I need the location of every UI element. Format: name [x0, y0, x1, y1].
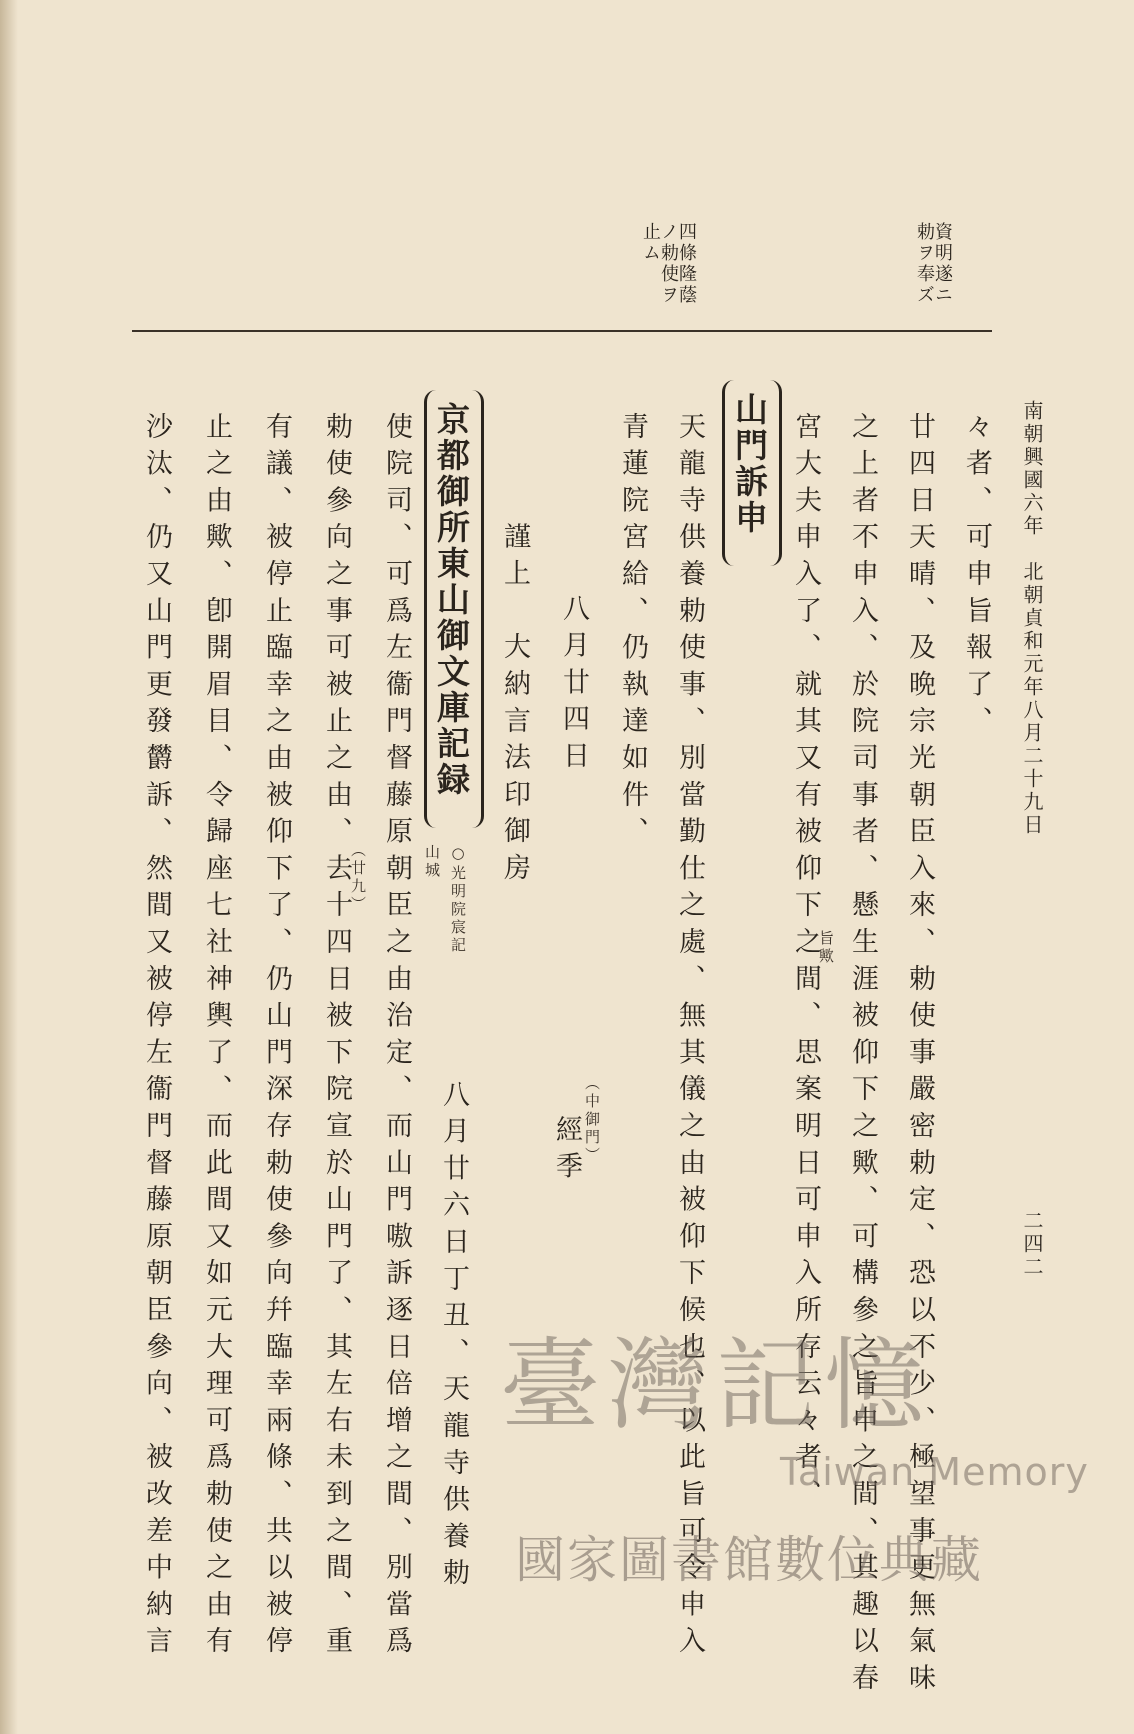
page-edge-shadow — [0, 0, 18, 1734]
source-note: 山城 — [423, 844, 441, 880]
letter-address: 謹上 大納言法印御房 — [499, 522, 530, 890]
text-column: 宮大夫申入了、就其又有被仰下之間、思案明日可申入所存云々者、 — [790, 412, 821, 1516]
interlinear-note: （廿九） — [349, 842, 367, 914]
section-heading: 山門訴申 — [730, 392, 769, 536]
margin-note: 資明遂ニ勅ヲ奉ズ — [914, 222, 953, 306]
watermark-english: Taiwan Memory — [780, 1450, 1089, 1494]
text-column: 沙汰、仍又山門更發欝訴、然間又被停左衞門督藤原朝臣參向、被改差中納言 — [141, 412, 172, 1664]
letter-date: 八月廿四日 — [558, 594, 589, 778]
source-note: ○光明院宸記 — [449, 844, 467, 955]
text-column: 々者、可申旨報了、 — [961, 412, 992, 744]
text-column: 使院司、可爲左衞門督藤原朝臣之由治定、而山門嗷訴逐日倍增之間、別當爲 — [381, 412, 412, 1664]
text-column: 青蓮院宮給、仍執達如件、 — [617, 412, 648, 854]
section-heading: 京都御所東山御文庫記録 — [432, 402, 471, 798]
text-column: 有議、被停止臨幸之由被仰下了、仍山門深存勅使參向幷臨幸兩條、共以被停 — [261, 412, 292, 1664]
text-column: 天龍寺供養勅使事、別當勤仕之處、無其儀之由被仰下候也、以此旨可令申入 — [674, 412, 705, 1664]
running-title: 南朝興國六年 北朝貞和元年八月二十九日 — [1020, 400, 1044, 837]
page-number: 二四二 — [1020, 1210, 1044, 1279]
interlinear-note: 旨歟 — [817, 930, 835, 966]
text-column: 止之由歟、卽開眉目、令歸座七社神輿了、而此間又如元大理可爲勅使之由有 — [201, 412, 232, 1664]
header-rule — [132, 330, 992, 332]
watermark-handwritten: 臺灣記憶 — [500, 1327, 932, 1444]
margin-note: 四條隆蔭ノ勅使ヲ止ム — [640, 222, 697, 306]
signer-note: （中御門） — [583, 1075, 601, 1165]
letter-signer: 經季 — [551, 1115, 582, 1189]
text-column: 之上者不申入、於院司事者、懸生涯被仰下之歟、可構參之旨申之間、其趣以春 — [847, 412, 878, 1700]
watermark-chinese: 國家圖書館數位典藏 — [515, 1531, 983, 1589]
text-column: 廿四日天晴、及晩宗光朝臣入來、勅使事嚴密勅定、恐以不少、極望事更無氣味 — [904, 412, 935, 1700]
text-column: 八月廿六日丁丑、天龍寺供養勅 — [438, 1080, 469, 1596]
text-column: 勅使參向之事可被止之由、去十四日被下院宣於山門了、其左右未到之間、重 — [321, 412, 352, 1664]
